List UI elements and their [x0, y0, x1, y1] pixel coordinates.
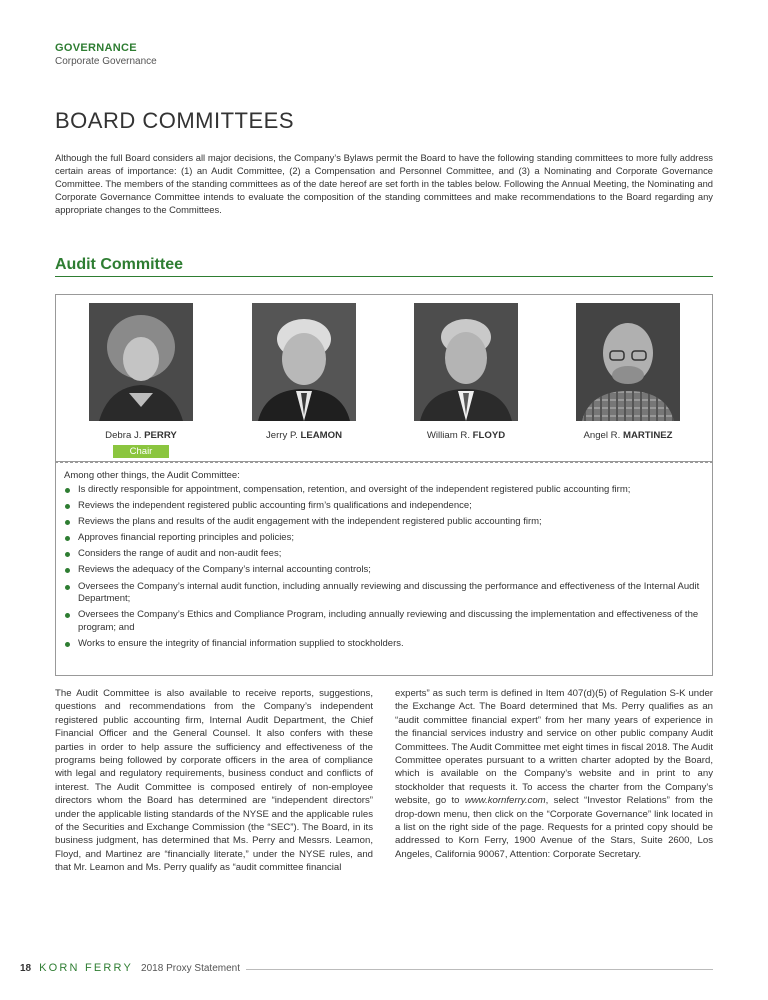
- brand-logo: KORN FERRY: [39, 962, 134, 974]
- bullet-icon: [65, 585, 70, 590]
- list-item: Reviews the plans and results of the audit engagement with the independent registered public accounting firm;: [64, 516, 704, 529]
- list-item: Considers the range of audit and non-audit fees;: [64, 548, 704, 561]
- bullet-icon: [65, 520, 70, 525]
- website-link[interactable]: www.kornferry.com: [464, 795, 546, 807]
- member-photo: [576, 303, 680, 421]
- bullet-icon: [65, 613, 70, 618]
- member-photo: [252, 303, 356, 421]
- footer-rule: [246, 969, 713, 970]
- list-item: Oversees the Company’s Ethics and Compliance Program, including annually reviewing and discussing the implementation and effectiveness of the program; and: [64, 609, 704, 634]
- section-title: GOVERNANCE: [55, 42, 137, 54]
- list-item: Oversees the Company’s internal audit function, including annually reviewing and discussing the performance and effectiveness of the Internal Audit Department;: [64, 581, 704, 606]
- list-item: Is directly responsible for appointment, compensation, retention, and oversight of the independent registered public accounting firm;: [64, 484, 704, 497]
- body-text-right: experts” as such term is defined in Item 407(d)(5) of Regulation S-K under the Exchange Act. The Board determined that Ms. Perry qualifies as an “audit committee financial expert” from her many years of experience in the financial services industry and service on other public company Audit Committees. The Audit Committee met eight times in fiscal 2018. The Audit Committee operates pursuant to a written charter adopted by the Board, which is available on the Company’s website and in print to any stockholder that requests it. To access the charter from the Company’s website, go to www.kornferry.com, select “Investor Relations” from the drop-down menu, then click on the “Corporate Governance” link located in a list on the right side of the page. Requests for a printed copy should be addressed to Korn Ferry, 1900 Avenue of the Stars, Suite 2600, Los Angeles, California 90067, Attention: Corporate Secretary.: [395, 688, 713, 860]
- document-name: 2018 Proxy Statement: [141, 962, 240, 974]
- bullet-icon: [65, 552, 70, 557]
- committee-heading-text: Audit Committee: [55, 256, 183, 273]
- member-name: Jerry P. LEAMON: [265, 430, 343, 441]
- intro-paragraph: Although the full Board considers all major decisions, the Company’s Bylaws permit the Board to have the following standing committees to more fully address certain areas of importance: (1) an Audit Committee, (2) a Compensation and Personnel Committee, and (3) a Nominating and Corporate Governance Committee. The members of the standing committees as of the date hereof are set forth in the tables below. Following the Annual Meeting, the Nominating and Corporate Governance Committee intends to evaluate the composition of the standing committees and make recommendations to the Board regarding any appropriate changes to the Committees.: [55, 152, 714, 216]
- member-photo: [414, 303, 518, 421]
- section-subtitle: Corporate Governance: [55, 56, 157, 67]
- bullet-icon: [65, 642, 70, 647]
- member-name: William R. FLOYD: [426, 430, 506, 441]
- page-number: 18: [20, 962, 32, 974]
- page-title: BOARD COMMITTEES: [55, 108, 295, 133]
- member-card: [71, 303, 211, 459]
- bullet-icon: [65, 504, 70, 509]
- duties-intro: Among other things, the Audit Committee:: [64, 470, 240, 481]
- member-name: Debra J. PERRY: [105, 430, 177, 441]
- bullet-icon: [65, 536, 70, 541]
- members-panel: [55, 294, 713, 462]
- member-card: [558, 303, 698, 441]
- duties-panel: [55, 462, 713, 676]
- list-item: Works to ensure the integrity of financial information supplied to stockholders.: [64, 638, 704, 651]
- member-photo: [89, 303, 193, 421]
- section-header: [55, 42, 157, 67]
- list-item: Reviews the adequacy of the Company’s internal accounting controls;: [64, 564, 704, 577]
- body-text-left: The Audit Committee is also available to receive reports, suggestions, questions and recommendations from the Company’s independent registered public accounting firm, Internal Audit Department, the Chief Financial Officer and the General Counsel. It also confers with these parties in order to help assure the sufficiency and effectiveness of the programs being followed by corporate officers in the area of compliance with legal and regulatory requirements, business conduct and conflicts of interest. The Audit Committee is composed entirely of non-employee directors whom the Board has determined are “independent directors” under the applicable listing standards of the NYSE and the applicable rules of the Securities and Exchange Commission (the “SEC”). The Board, in its business judgment, has determined that Ms. Perry and Messrs. Leamon, Floyd, and Martinez are “financially literate,” under the NYSE rules, and that Mr. Leamon and Ms. Perry qualify as “audit committee financial: [55, 688, 373, 874]
- chair-badge: Chair: [113, 445, 170, 458]
- page-footer: [20, 962, 713, 974]
- member-card: [396, 303, 536, 441]
- list-item: Reviews the independent registered public accounting firm’s qualifications and independence;: [64, 500, 704, 513]
- member-name: Angel R. MARTINEZ: [583, 430, 673, 441]
- bullet-icon: [65, 488, 70, 493]
- list-item: Approves financial reporting principles and policies;: [64, 532, 704, 545]
- bullet-icon: [65, 568, 70, 573]
- member-card: [234, 303, 374, 441]
- committee-heading: [55, 256, 713, 277]
